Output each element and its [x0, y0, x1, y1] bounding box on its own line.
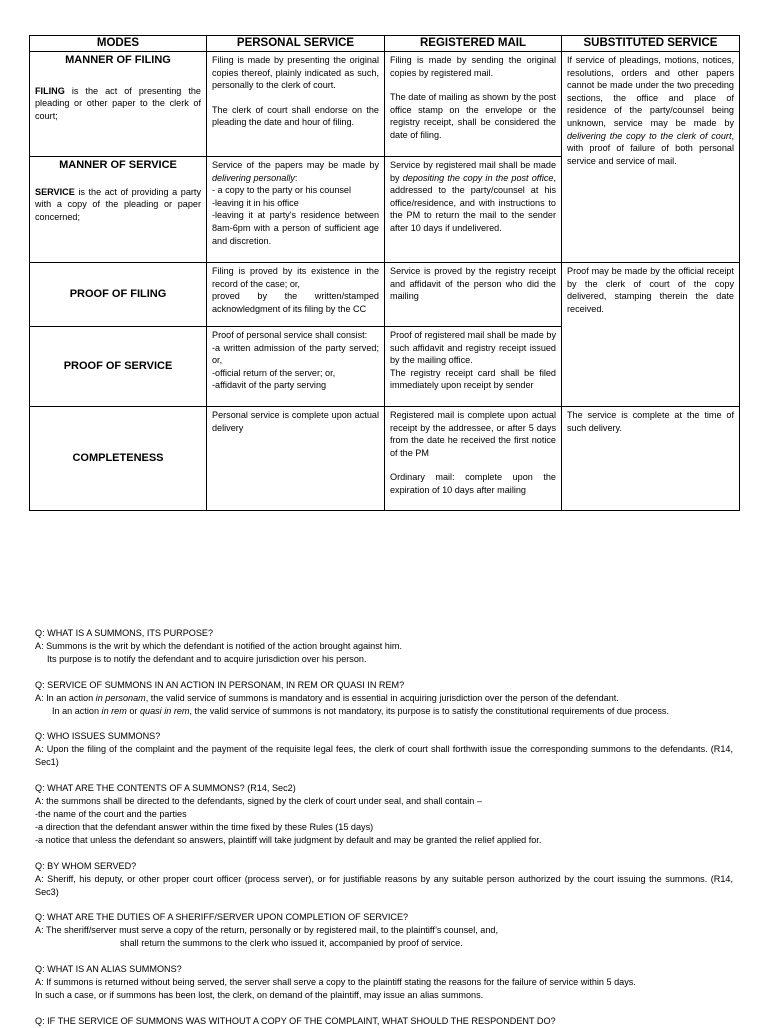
def-term: SERVICE	[35, 186, 75, 197]
completeness-personal-cell	[207, 407, 385, 511]
cell-text: Filing is proved by its existence in the record of the case; or,	[212, 266, 379, 289]
cell-text: , with proof of failure of both personal service and service of mail.	[567, 130, 734, 166]
mode-title: MANNER OF FILING	[65, 54, 171, 66]
completeness-registered-cell	[385, 407, 562, 511]
answer: A: Summons is the writ by which the defendant is notified of the action brought against him.	[35, 640, 402, 651]
question: Q: SERVICE OF SUMMONS IN AN ACTION IN PERSONAM, IN REM OR QUASI IN REM?	[35, 679, 405, 690]
answer: -a notice that unless the defendant so answers, plaintiff will take judgment by default and may be granted the relief applied for.	[35, 834, 542, 845]
cell-text: The service is complete at the time of such delivery.	[567, 410, 734, 433]
question: Q: WHAT ARE THE DUTIES OF A SHERIFF/SERVER UPON COMPLETION OF SERVICE?	[35, 912, 409, 923]
def-text: is the act of presenting the pleading or other paper to the clerk of court;	[35, 85, 201, 121]
header-modes: MODES	[30, 36, 207, 52]
cell-text: -affidavit of the party serving	[212, 380, 327, 391]
row-proof-of-filing	[30, 263, 740, 327]
answer-text: , the valid service of summons is not mandatory, its purpose is to satisfy the constitutional requirements of due process.	[189, 705, 669, 716]
answer: -the name of the court and the parties	[35, 808, 187, 819]
answer: A: the summons shall be directed to the defendants, signed by the clerk of court under seal, and shall contain –	[35, 796, 482, 807]
answer-text: A: In an action	[35, 692, 96, 703]
answer-text: , the valid service of summons is mandatory and is essential in acquiring jurisdiction over the person of the defendant.	[145, 692, 619, 703]
cell-text: Proof may be made by the official receipt by the clerk of court of the copy delivered, stamping therein the date received.	[567, 266, 734, 314]
answer: A: The sheriff/server must serve a copy of the return, personally or by registered mail, to the plaintiff’s counsel, and,	[35, 925, 498, 936]
proof-filing-registered-cell	[385, 263, 562, 327]
cell-text: proved by the written/stamped acknowledgment of its filing by the CC	[212, 291, 379, 314]
mode-title: PROOF OF FILING	[69, 288, 167, 301]
cell-text: Service by registered mail shall be made by	[390, 160, 556, 183]
answer-text: In an action	[52, 705, 102, 716]
question: Q: WHAT IS AN ALIAS SUMMONS?	[35, 964, 182, 975]
cell-text: Ordinary mail: complete upon the expiration of 10 days after mailing	[390, 472, 556, 495]
mode-cell-completeness	[30, 407, 207, 511]
def-text: is the act of providing a party with a copy of the pleading or paper concerned;	[35, 186, 201, 222]
answer: A: If summons is returned without being served, the server shall serve a copy to the plaintiff stating the reasons for the failure of service within 5 days.	[35, 977, 636, 988]
mode-title: COMPLETENESS	[72, 452, 164, 465]
cell-text: - a copy to the party or his counsel	[212, 185, 352, 196]
mode-cell-proof-service	[30, 327, 207, 407]
question: Q: WHAT IS A SUMMONS, ITS PURPOSE?	[35, 628, 214, 638]
mode-definition	[35, 186, 201, 224]
proof-service-personal-cell	[207, 327, 385, 407]
answer: -a direction that the defendant answer within the time fixed by these Rules (15 days)	[35, 821, 374, 832]
mode-cell-filing	[30, 52, 207, 157]
answer: A: Sheriff, his deputy, or other proper court officer (process server), or for justifiable reasons by any suitable person authorized by the court issuing the summons. (R14, Sec3)	[35, 873, 733, 897]
question: Q: WHAT ARE THE CONTENTS OF A SUMMONS? (R14, Sec2)	[35, 783, 296, 794]
proof-filing-personal-cell	[207, 263, 385, 327]
cell-emphasis: delivering the copy to the clerk of court	[567, 130, 732, 141]
cell-text: Proof of personal service shall consist:	[212, 330, 368, 340]
cell-text: The date of mailing as shown by the post office stamp on the envelope or the registry receipt, shall be considered the date of filing.	[390, 92, 556, 140]
answer: shall return the summons to the clerk who issued it, accompanied by proof of service.	[120, 938, 463, 949]
mode-title: MANNER OF SERVICE	[59, 159, 177, 171]
cell-text: :	[294, 172, 298, 183]
answer	[35, 705, 733, 718]
answer-emphasis: in personam	[95, 692, 146, 703]
header-substituted-service: SUBSTITUTED SERVICE	[562, 36, 740, 52]
filing-registered-cell	[385, 52, 562, 157]
question: Q: IF THE SERVICE OF SUMMONS WAS WITHOUT A COPY OF THE COMPLAINT, WHAT SHOULD THE RESPONDENT DO?	[35, 1015, 556, 1026]
service-registered-cell	[385, 157, 562, 263]
question: Q: WHO ISSUES SUMMONS?	[35, 731, 161, 742]
answer-text: or	[126, 705, 140, 716]
mode-title: PROOF OF SERVICE	[63, 360, 173, 373]
cell-text: Filing is made by presenting the original copies thereof, plainly indicated as such, personally to the clerk of court.	[212, 55, 379, 91]
cell-text: Registered mail is complete upon actual receipt by the addressee, or after 5 days from the date he received the first notice of the PM	[390, 410, 556, 458]
mode-cell-proof-filing	[30, 263, 207, 327]
completeness-substituted-cell	[562, 407, 740, 511]
mode-definition	[35, 85, 201, 123]
question: Q: BY WHOM SERVED?	[35, 860, 137, 871]
row-manner-of-filing	[30, 52, 740, 157]
cell-text: Personal service is complete upon actual delivery	[212, 410, 379, 433]
cell-text: -official return of the server; or,	[212, 367, 336, 378]
cell-text: Service of the papers may be made by	[212, 160, 379, 170]
def-term: FILING	[35, 85, 65, 96]
cell-text: Service is proved by the registry receipt and affidavit of the person who did the mailing	[390, 266, 556, 302]
mode-cell-service	[30, 157, 207, 263]
cell-text: -leaving it in his office	[212, 197, 299, 208]
modes-of-service-table	[29, 35, 740, 511]
cell-text: Proof of registered mail shall be made by such affidavit and registry receipt issued by the mailing office.	[390, 330, 556, 366]
answer: Its purpose is to notify the defendant and to acquire jurisdiction over his person.	[47, 653, 367, 664]
answer	[35, 692, 733, 705]
cell-emphasis: depositing the copy in the post office	[402, 172, 554, 183]
cell-text: -a written admission of the party served; or,	[212, 342, 379, 366]
cell-text: , addressed to the party/counsel at his office/residence, and with instructions to the PM to return the mail to the sender after 10 days if undelivered.	[390, 172, 556, 233]
filing-service-substituted-cell	[562, 52, 740, 263]
answer-emphasis: in rem	[101, 705, 127, 716]
answer: A: Upon the filing of the complaint and the payment of the requisite legal fees, the clerk of court shall forthwith issue the corresponding summons to the defendants. (R14, Sec1)	[35, 744, 733, 768]
header-registered-mail: REGISTERED MAIL	[385, 36, 562, 52]
service-personal-cell	[207, 157, 385, 263]
table-header-row	[30, 36, 740, 52]
cell-text: The registry receipt card shall be filed immediately upon receipt by sender	[390, 367, 556, 391]
row-completeness	[30, 407, 740, 511]
proof-substituted-cell	[562, 263, 740, 407]
cell-text: Filing is made by sending the original copies by registered mail.	[390, 55, 556, 78]
header-personal-service: PERSONAL SERVICE	[207, 36, 385, 52]
answer-emphasis: quasi in rem	[139, 705, 190, 716]
answer: In such a case, or if summons has been lost, the clerk, on demand of the plaintiff, may issue an alias summons.	[35, 989, 484, 1000]
cell-text: If service of pleadings, motions, notices, resolutions, orders and other papers cannot be made under the two preceding sections, the office and place of residence of the party/counsel being unknown, service may be made by	[567, 55, 734, 128]
proof-service-registered-cell	[385, 327, 562, 407]
cell-emphasis: delivering personally	[212, 172, 295, 183]
qa-section	[35, 627, 733, 1028]
cell-text: The clerk of court shall endorse on the pleading the date and hour of filing.	[212, 104, 379, 128]
cell-text: -leaving it at party's residence between 8am-6pm with a person of sufficient age and discretion.	[212, 210, 379, 246]
filing-personal-cell	[207, 52, 385, 157]
